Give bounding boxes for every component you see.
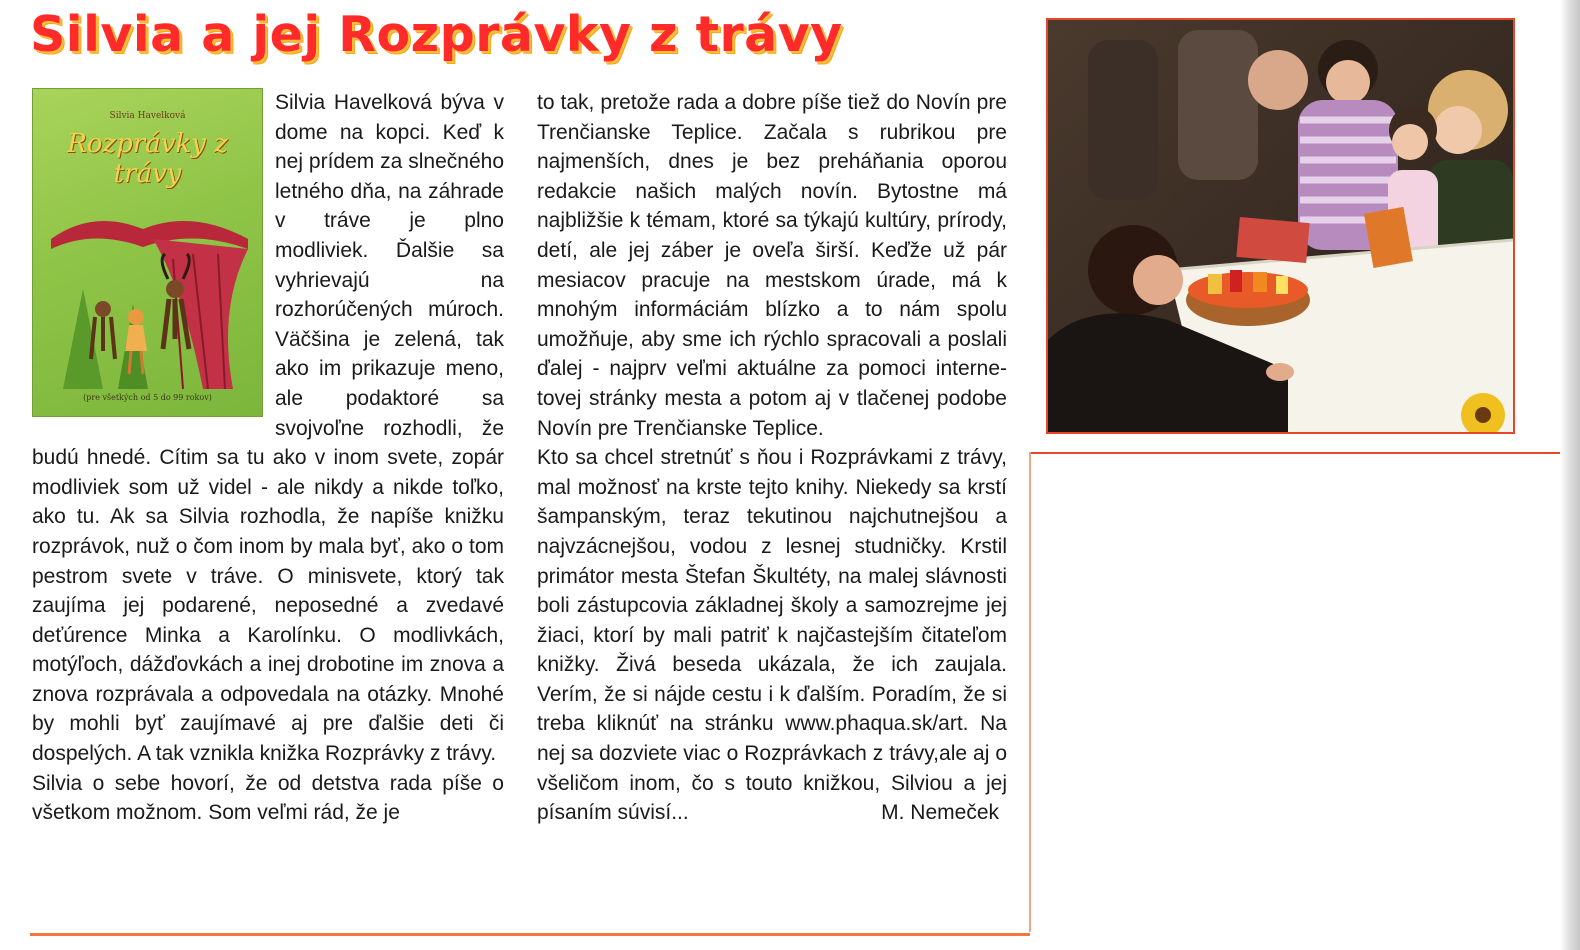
- paragraph-2: Silvia o sebe hovorí, že od detstva rada píše o všetkom možnom. Som veľmi rád, že je: [32, 771, 504, 825]
- book-cover-image: [32, 88, 263, 417]
- event-photo-illustration: [1048, 20, 1513, 432]
- author-signature: M. Nemeček: [881, 801, 999, 825]
- headline: Silvia a jej Rozprávky z trávy: [30, 6, 843, 63]
- page-edge-shadow: [1560, 0, 1580, 950]
- paragraph-4: [537, 443, 1007, 828]
- cover-author: Silvia Havelková: [109, 111, 186, 121]
- bottom-rule: [30, 933, 1030, 936]
- event-photo: [1046, 18, 1515, 434]
- divider-vertical: [1029, 452, 1031, 932]
- cover-title: Rozprávky z trávy: [67, 129, 228, 189]
- article-column-1: [32, 88, 504, 828]
- paragraph-1: Silvia Havelková býva v dome na kopci. Keď k nej prídem za slnečného letného dňa, na záhrade v tráve je plno modliviek. Ďalšie sa vyhrievajú na rozhorúčených múroch. Väčšina je zelená, tak ako im prikazuje meno, ale podaktoré sa svojvoľne rozhodli, že budú hnedé. Cítim sa tu ako v inom svete, zopár modliviek som už videl - ale nikdy a nikde toľko, ako tu. Ak sa Silvia rozhodla, že napíše knižku rozprávok, nuž o čom inom by mala byť, ako o tom pestrom svete v tráve. O minisvete, ktorý tak zaujíma jej podarené, neposedné a zvedavé deťúrence Minka a Karolínku. O modlivkách, motýľoch, dážďovkách a inej drobotine im znova a znova rozprávala a odpovedala na otázky. Mnohé by mohli byť zaujímavé aj pre ďalšie deti či dospelých. A tak vznikla knižka Rozprávky z trávy.: [32, 91, 504, 766]
- paragraph-4-text: Kto sa chcel stretnúť s ňou i Rozprávkami z trávy, mal možnosť na krste tejto knihy. Niekedy sa krstí šampanským, teraz tekutinou najchutnejšou a najvzácnejšou, vodou z lesnej studničky. Krstil primátor mesta Štefan Škultéty, na malej slávnosti boli zástupcovia základnej školy a samozrejme jej žiaci, ktorí by mali patriť k najčastejším čitateľom knižky. Živá beseda ukázala, že ich zaujala. Verím, že si nájde cestu i k ďalším. Poradím, že si treba kliknúť na stránku www.phaqua.sk/art. Na nej sa dozviete viac o Rozprávkach z trávy,ale aj o všeličom inom, čo s touto knižkou, Silviou a jej písaním súvisí...: [537, 446, 1007, 825]
- divider-horizontal: [1030, 452, 1580, 454]
- paragraph-3: to tak, pretože rada a dobre píše tiež do Novín pre Trenčianske Teplice. Začala s rubrikou pre najmenších, dnes je bez preháňania oporou redakcie našich malých novín. Bytostne má najbližšie k témam, ktoré sa týkajú kultúry, prírody, detí, ale jej záber je oveľa širší. Keďže už pár mesiacov pracuje na mestskom úrade, má k mnohým informáciám blízko a to nám spolu umožňuje, aby sme ich rýchlo spracovali a poslali ďalej - najprv veľmi aktuálne za pomoci internetovej stránky mesta a potom aj v tlačenej podobe Novín pre Trenčianske Teplice.: [537, 91, 1007, 440]
- article-column-2: [537, 88, 1007, 828]
- cover-subtitle: (pre všetkých od 5 do 99 rokov): [83, 393, 212, 402]
